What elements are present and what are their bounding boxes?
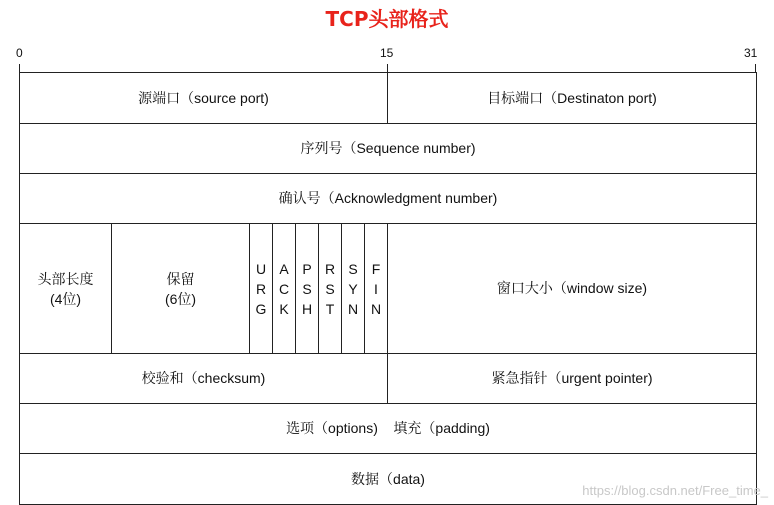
field-destination-port: 目标端口（Destinaton port) [388, 73, 756, 124]
tcp-header-table [19, 72, 757, 505]
field-source-port: 源端口（source port) [20, 73, 388, 124]
watermark-text: https://blog.csdn.net/Free_time_ [582, 483, 768, 498]
reserved-bits: (6位) [164, 290, 197, 307]
ruler-label-start: 0 [16, 46, 23, 60]
field-options-padding: 选项（options) 填充（padding) [20, 404, 756, 454]
flag-ack [273, 224, 296, 354]
flag-psh-char: P [302, 260, 312, 277]
field-data: 数据（data) [351, 470, 425, 487]
field-checksum: 校验和（checksum) [20, 354, 388, 404]
header-length-label: 头部长度 [37, 270, 94, 287]
flag-syn-char: Y [348, 280, 358, 297]
flag-syn-char: N [347, 300, 359, 317]
header-length-bits: (4位) [49, 290, 82, 307]
flag-psh-char: S [302, 280, 312, 297]
flag-urg-char: R [255, 280, 267, 297]
field-urgent-pointer: 紧急指针（urgent pointer) [388, 354, 756, 404]
ruler-label-end: 31 [744, 46, 758, 60]
flag-fin-char: N [370, 300, 382, 317]
flag-urg-char: G [255, 300, 267, 317]
flag-rst-char: S [325, 280, 335, 297]
flag-fin-char: F [371, 260, 381, 277]
flag-syn [342, 224, 365, 354]
flag-syn-char: S [348, 260, 358, 277]
diagram-title: TCP头部格式 [325, 7, 449, 31]
flag-urg-char: U [255, 260, 267, 277]
flag-rst [319, 224, 342, 354]
flag-psh [296, 224, 319, 354]
field-sequence-number: 序列号（Sequence number) [20, 124, 756, 174]
flag-fin [365, 224, 388, 354]
field-ack-number: 确认号（Acknowledgment number) [20, 174, 756, 224]
flag-ack-char: K [279, 300, 289, 317]
flag-urg [250, 224, 273, 354]
flag-psh-char: H [301, 300, 313, 317]
field-reserved [112, 224, 250, 354]
flag-ack-char: A [279, 260, 289, 277]
flag-rst-char: R [324, 260, 336, 277]
reserved-label: 保留 [166, 270, 195, 287]
flag-fin-char: I [374, 280, 378, 297]
ruler-label-mid: 15 [380, 46, 394, 60]
flag-ack-char: C [278, 280, 290, 297]
field-header-length [20, 224, 112, 354]
flag-rst-char: T [325, 300, 335, 317]
field-window-size: 窗口大小（window size) [388, 224, 756, 354]
